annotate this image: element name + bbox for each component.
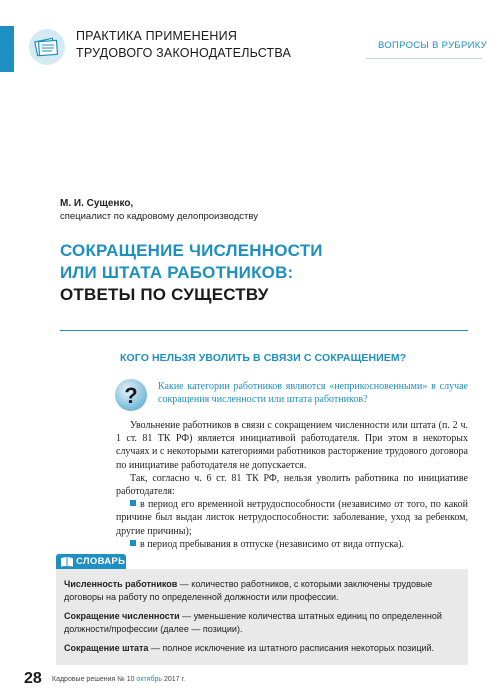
bullet-square-icon [130, 540, 136, 546]
list-item-text: в период пребывания в отпуске (независимо от вида отпуска). [140, 538, 405, 550]
section-heading: КОГО НЕЛЬЗЯ УВОЛИТЬ В СВЯЗИ С СОКРАЩЕНИЕМ? [120, 352, 407, 364]
bullet-square-icon [130, 500, 136, 506]
rubric-underline [366, 58, 482, 59]
glossary-definition: — уменьшение количества штатных единиц по определенной должности/профессии (далее — позиции). [64, 611, 442, 634]
article-title [60, 240, 323, 306]
glossary-definition: — полное исключение из штатного расписания некоторых позиций. [148, 643, 435, 653]
author-role: специалист по кадровому делопроизводству [60, 211, 258, 222]
section-title [76, 28, 291, 62]
section-title-line1: ПРАКТИКА ПРИМЕНЕНИЯ [76, 29, 238, 43]
article-body [116, 419, 468, 551]
title-divider [60, 330, 468, 331]
glossary-entry [64, 642, 462, 655]
question-mark-icon [114, 378, 148, 412]
page-number: 28 [24, 670, 42, 687]
glossary-term: Сокращение штата [64, 643, 149, 653]
svg-text:?: ? [124, 383, 138, 408]
list-item [116, 498, 468, 538]
article-title-line1: СОКРАЩЕНИЕ ЧИСЛЕННОСТИ [60, 241, 323, 260]
section-title-line2: ТРУДОВОГО ЗАКОНОДАТЕЛЬСТВА [76, 46, 292, 60]
article-title-line2: ИЛИ ШТАТА РАБОТНИКОВ: [60, 263, 294, 282]
question-text: Какие категории работников являются «неприкосновенными» в случае сокращения численности или штата работников? [158, 381, 468, 405]
author-name: М. И. Сущенко, [60, 198, 134, 209]
issue-month: октябрь [136, 676, 163, 683]
glossary-entries [64, 578, 462, 662]
book-icon [60, 556, 74, 567]
glossary-term: Численность работников [64, 579, 178, 589]
glossary-entry [64, 578, 462, 603]
rubric-link[interactable]: ВОПРОСЫ В РУБРИКУ [378, 40, 487, 51]
paragraph: Так, согласно ч. 6 ст. 81 ТК РФ, нельзя уволить работника по инициативе работодателя: [116, 472, 468, 498]
glossary-label: СЛОВАРЬ [76, 556, 126, 567]
list-item [116, 538, 468, 551]
footer-journal [52, 676, 185, 683]
article-title-line3: ОТВЕТЫ ПО СУЩЕСТВУ [60, 285, 269, 304]
glossary-definition: — количество работников, с которыми заключены трудовые договоры на работу по определенной должности или профессии. [64, 579, 433, 602]
paragraph: Увольнение работников в связи с сокращением численности или штата (п. 2 ч. 1 ст. 81 ТК РФ) является инициативой работодателя. При этом в некоторых случаях и с некоторыми категориями работников расторжение трудового договора по инициативе работодателя не допускается. [116, 420, 468, 471]
issue-year: 2017 г. [162, 676, 186, 683]
header-accent-bar [0, 26, 14, 72]
journal-name: Кадровые решения № 10 [52, 676, 137, 683]
glossary-term: Сокращение численности [64, 611, 180, 621]
glossary-entry [64, 610, 462, 635]
document-stack-icon [28, 28, 66, 66]
list-item-text: в период его временной нетрудоспособности (независимо от того, по какой причине был выдан листок нетрудоспособности: заболевание, уход за ребенком, другие причины); [116, 499, 468, 537]
